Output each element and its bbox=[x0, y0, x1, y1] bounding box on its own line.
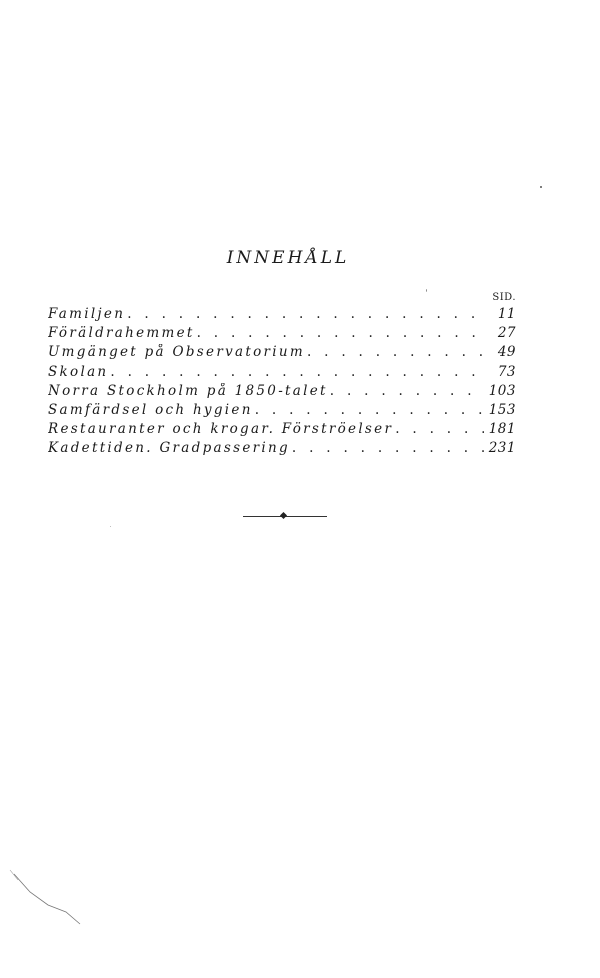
page-title: INNEHÅLL bbox=[226, 248, 350, 268]
toc-entry-title: Kadettiden. Gradpassering bbox=[48, 440, 290, 457]
toc-entry-title: Familjen bbox=[48, 306, 126, 322]
toc-entry-title: Skolan bbox=[48, 363, 109, 380]
toc-entry-title: Norra Stockholm på 1850-talet bbox=[48, 382, 328, 399]
toc-entry-page: 181 bbox=[488, 421, 516, 438]
toc-entry-page: 231 bbox=[488, 440, 516, 457]
toc-entry-title: Samfärdsel och hygien bbox=[48, 401, 253, 418]
toc-entry-page: 49 bbox=[497, 344, 516, 361]
page-column-label: SID. bbox=[492, 292, 516, 303]
toc-entry-page: 153 bbox=[488, 401, 516, 418]
toc-entry-page: 27 bbox=[497, 325, 516, 342]
toc-entry-title: Föräldrahemmet bbox=[48, 325, 195, 342]
toc-entry-title: Umgänget på Observatorium bbox=[48, 344, 305, 361]
toc-entry-title: Restauranter och krogar. Förströelser bbox=[48, 421, 394, 438]
toc-entry-page: 103 bbox=[488, 382, 516, 399]
toc-entry-page: 73 bbox=[497, 363, 516, 380]
toc-entry-page: 11 bbox=[497, 306, 516, 322]
